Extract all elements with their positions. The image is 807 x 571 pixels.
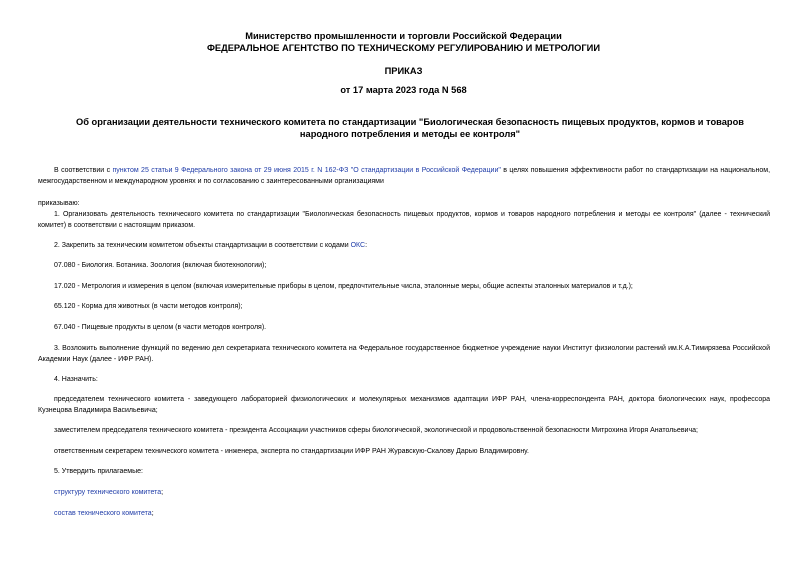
intro-text-after: в целях повышения эффективности работ по стандартизации на национальном, межгосударственном и международном уровнях и по согласованию с заинтересованными организациями (38, 167, 771, 185)
approved-composition (54, 508, 786, 519)
appointment-secretary: ответственным секретарем технического комитета - инженера, эксперта по стандартизации ИФР РАН Журавскую-Скалову Дарью Владимировну. (54, 448, 529, 455)
code-17-020: 17.020 - Метрология и измерения в целом (включая измерительные приборы в целом, предпочтительные числа, эталонные меры, общие аспекты эталонных материалов и т.д.); (54, 283, 633, 290)
approved-structure-suffix: ; (161, 489, 164, 496)
committee-composition-link[interactable]: состав технического комитета (54, 510, 152, 517)
intro-paragraph (38, 165, 770, 187)
document-date-number: от 17 марта 2023 года N 568 (340, 85, 467, 95)
federal-law-link[interactable]: пунктом 25 статьи 9 Федерального закона от 29 июня 2015 г. N 162-ФЗ "О стандартизации в Российской Федерации" (112, 167, 501, 174)
order-word: приказываю: (38, 200, 80, 207)
item-2-text-after: : (365, 242, 368, 249)
agency-name: ФЕДЕРАЛЬНОЕ АГЕНТСТВО ПО ТЕХНИЧЕСКОМУ РЕГУЛИРОВАНИЮ И МЕТРОЛОГИИ (206, 43, 601, 53)
intro-text-before: В соответствии с (54, 167, 113, 174)
oks-link[interactable]: ОКС (350, 242, 366, 249)
item-1: 1. Организовать деятельность технического комитета по стандартизации "Биологическая безопасность пищевых продуктов, кормов и товаров народного потребления и методы ее контроля" (далее - технический комитет) в соответствии с настоящим приказом. (38, 211, 770, 229)
committee-structure-link[interactable]: структуру технического комитета (54, 489, 162, 496)
ministry-name: Министерство промышленности и торговли Российской Федерации (245, 31, 562, 41)
item-2 (54, 240, 770, 251)
approved-composition-suffix: ; (151, 510, 154, 517)
document-type: ПРИКАЗ (384, 66, 423, 76)
item-5: 5. Утвердить прилагаемые: (54, 468, 143, 475)
approved-structure (54, 487, 786, 498)
appointment-chairman: председателем технического комитета - заведующего лабораторией физиологических и молекулярных механизмов адаптации ИФР РАН, члена-корреспондента РАН, доктора биологических наук, профессора Кузнецова Владимира Васильевича; (38, 396, 770, 414)
item-4: 4. Назначить: (54, 376, 98, 383)
code-07-080: 07.080 - Биология. Ботаника. Зоология (включая биотехнологии); (54, 262, 267, 269)
item-2-text-before: 2. Закрепить за техническим комитетом объекты стандартизации в соответствии с кодами (54, 242, 351, 249)
document-title: Об организации деятельности технического комитета по стандартизации "Биологическая безопасность пищевых продуктов, кормов и товаров народного потребления и методы ее контроля" (76, 117, 744, 139)
code-67-040: 67.040 - Пищевые продукты в целом (в части методов контроля). (54, 324, 267, 331)
code-65-120: 65.120 - Корма для животных (в части методов контроля); (54, 303, 243, 310)
appointment-deputy: заместителем председателя технического комитета - президента Ассоциации участников сферы биологической, экологической и продовольственной безопасности Митрохина Игоря Анатольевича; (54, 427, 698, 434)
item-3: 3. Возложить выполнение функций по ведению дел секретариата технического комитета на Федеральное государственное бюджетное учреждение науки Институт физиологии растений им.К.А.Тимирязева Российской Академии Наук (далее - ИФР РАН). (38, 345, 770, 363)
